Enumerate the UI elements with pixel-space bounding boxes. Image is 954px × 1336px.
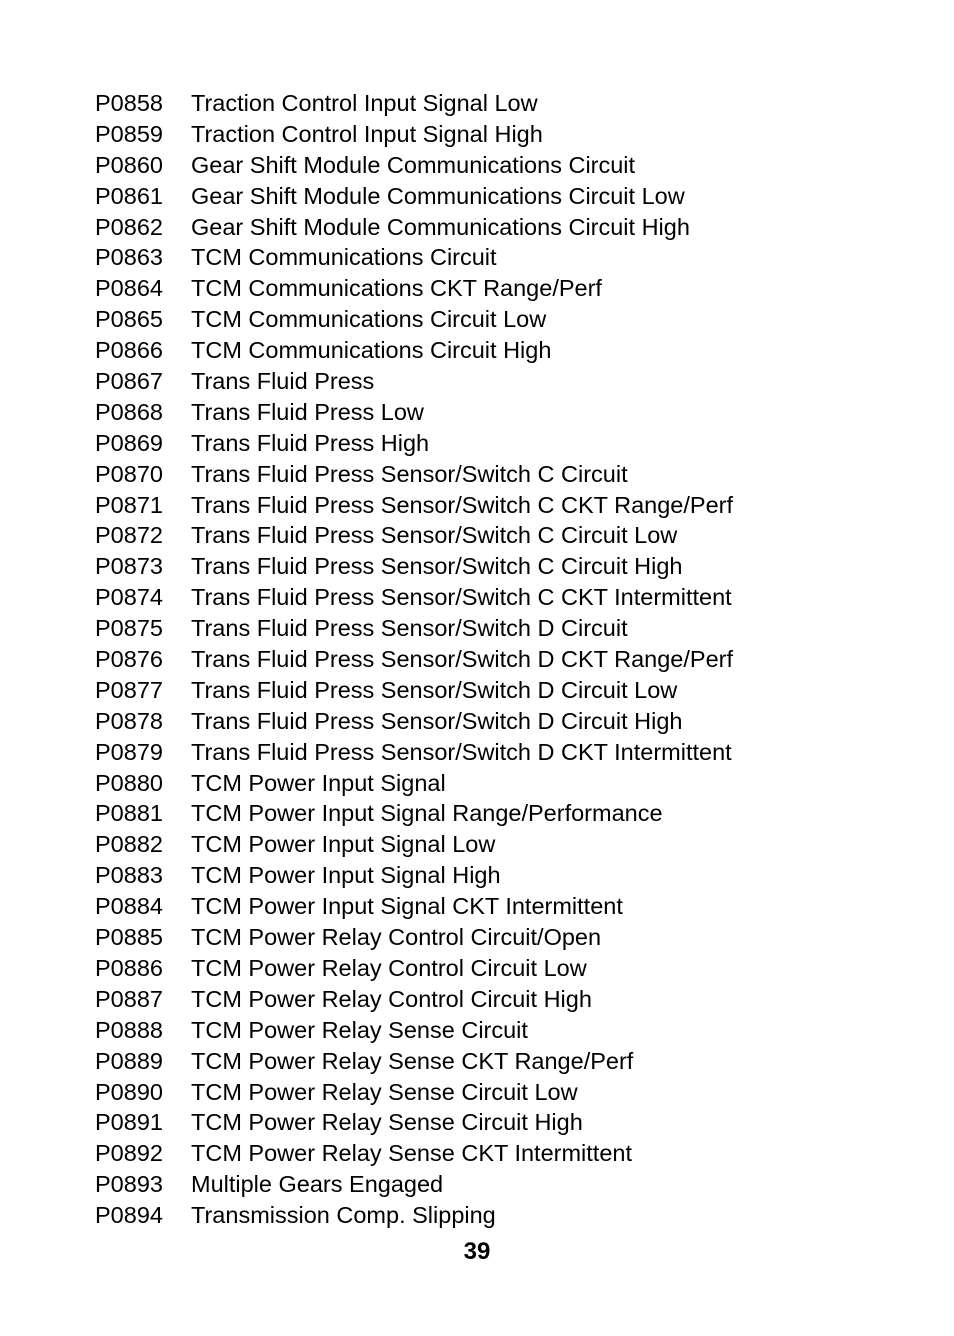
code-id: P0862	[95, 213, 163, 240]
code-row	[95, 1015, 915, 1046]
code-description: Trans Fluid Press Sensor/Switch C CKT Intermittent	[191, 584, 732, 611]
page-number: 39	[463, 1238, 491, 1265]
code-row	[95, 150, 915, 181]
code-id: P0879	[95, 738, 163, 765]
code-row	[95, 922, 915, 953]
code-description: Trans Fluid Press Low	[191, 398, 424, 425]
code-id: P0869	[95, 429, 163, 456]
code-id: P0887	[95, 985, 163, 1012]
code-id: P0874	[95, 584, 163, 611]
code-description: TCM Power Relay Sense Circuit Low	[191, 1078, 578, 1105]
code-id: P0875	[95, 615, 163, 642]
code-description: TCM Power Input Signal	[191, 769, 446, 796]
code-row	[95, 88, 915, 119]
code-row	[95, 1169, 915, 1200]
code-row	[95, 212, 915, 243]
code-id: P0866	[95, 337, 163, 364]
code-description: TCM Power Relay Control Circuit High	[191, 985, 592, 1012]
code-description: TCM Communications CKT Range/Perf	[191, 275, 602, 302]
code-row	[95, 582, 915, 613]
code-row	[95, 613, 915, 644]
code-row	[95, 1107, 915, 1138]
code-id: P0860	[95, 151, 163, 178]
code-row	[95, 335, 915, 366]
code-id: P0876	[95, 646, 163, 673]
code-row	[95, 520, 915, 551]
code-description: TCM Power Relay Control Circuit/Open	[191, 924, 602, 951]
code-row	[95, 768, 915, 799]
code-row	[95, 181, 915, 212]
code-id: P0878	[95, 707, 163, 734]
code-id: P0891	[95, 1109, 163, 1136]
code-description: TCM Power Relay Control Circuit Low	[191, 954, 587, 981]
code-id: P0865	[95, 306, 163, 333]
code-id: P0870	[95, 460, 163, 487]
code-id: P0881	[95, 800, 163, 827]
code-description: Gear Shift Module Communications Circuit	[191, 151, 636, 178]
code-row	[95, 829, 915, 860]
code-row	[95, 304, 915, 335]
code-description: Gear Shift Module Communications Circuit High	[191, 213, 690, 240]
code-description: Trans Fluid Press Sensor/Switch D Circuit Low	[191, 676, 678, 703]
code-row	[95, 119, 915, 150]
code-id: P0883	[95, 862, 163, 889]
code-id: P0893	[95, 1171, 163, 1198]
code-description: TCM Power Input Signal Range/Performance	[191, 800, 663, 827]
code-description: TCM Communications Circuit High	[191, 337, 552, 364]
code-id: P0863	[95, 244, 163, 271]
code-id: P0877	[95, 676, 163, 703]
code-row	[95, 706, 915, 737]
code-row	[95, 953, 915, 984]
code-id: P0871	[95, 491, 163, 518]
code-description: Trans Fluid Press Sensor/Switch C Circuit	[191, 460, 628, 487]
code-description: Traction Control Input Signal High	[191, 120, 543, 147]
code-row	[95, 1077, 915, 1108]
code-id: P0864	[95, 275, 163, 302]
code-description: TCM Communications Circuit	[191, 244, 497, 271]
code-description: Trans Fluid Press	[191, 368, 375, 395]
code-description: TCM Power Input Signal High	[191, 862, 501, 889]
code-row	[95, 984, 915, 1015]
code-description: Trans Fluid Press Sensor/Switch D CKT Range/Perf	[191, 646, 734, 673]
code-description: Trans Fluid Press Sensor/Switch D Circuit High	[191, 707, 683, 734]
code-row	[95, 860, 915, 891]
code-description: TCM Power Input Signal Low	[191, 831, 496, 858]
code-id: P0889	[95, 1047, 163, 1074]
code-description: TCM Power Relay Sense CKT Intermittent	[191, 1140, 632, 1167]
code-row	[95, 737, 915, 768]
code-row	[95, 490, 915, 521]
code-description: Trans Fluid Press Sensor/Switch D Circuit	[191, 615, 628, 642]
code-id: P0886	[95, 954, 163, 981]
code-description: TCM Power Relay Sense Circuit	[191, 1016, 528, 1043]
code-description: Traction Control Input Signal Low	[191, 90, 538, 116]
code-id: P0885	[95, 924, 163, 951]
code-description: TCM Power Input Signal CKT Intermittent	[191, 893, 623, 920]
code-description: Transmission Comp. Slipping	[191, 1202, 496, 1229]
code-id: P0882	[95, 831, 163, 858]
code-row	[95, 675, 915, 706]
code-row	[95, 1046, 915, 1077]
code-row	[95, 891, 915, 922]
code-id: P0868	[95, 398, 163, 425]
code-row	[95, 1138, 915, 1169]
code-description: Trans Fluid Press Sensor/Switch D CKT Intermittent	[191, 738, 732, 765]
code-row	[95, 798, 915, 829]
code-id: P0894	[95, 1202, 163, 1229]
code-id: P0859	[95, 120, 163, 147]
code-row	[95, 644, 915, 675]
code-row	[95, 1200, 915, 1231]
code-id: P0892	[95, 1140, 163, 1167]
code-description: TCM Communications Circuit Low	[191, 306, 547, 333]
code-id: P0861	[95, 182, 163, 209]
code-row	[95, 273, 915, 304]
code-id: P0890	[95, 1078, 163, 1105]
code-description: Trans Fluid Press High	[191, 429, 430, 456]
code-description: Trans Fluid Press Sensor/Switch C Circuit High	[191, 553, 683, 580]
code-description: Multiple Gears Engaged	[191, 1171, 444, 1198]
code-description: Trans Fluid Press Sensor/Switch C CKT Range/Perf	[191, 491, 734, 518]
code-row	[95, 366, 915, 397]
code-row	[95, 242, 915, 273]
code-row	[95, 551, 915, 582]
code-description: TCM Power Relay Sense CKT Range/Perf	[191, 1047, 634, 1074]
trouble-code-list	[95, 88, 915, 1231]
code-id: P0884	[95, 893, 163, 920]
code-description: TCM Power Relay Sense Circuit High	[191, 1109, 583, 1136]
code-id: P0858	[95, 90, 163, 116]
code-id: P0873	[95, 553, 163, 580]
code-row	[95, 459, 915, 490]
code-row	[95, 397, 915, 428]
code-row	[95, 428, 915, 459]
code-description: Gear Shift Module Communications Circuit Low	[191, 182, 685, 209]
code-description: Trans Fluid Press Sensor/Switch C Circuit Low	[191, 522, 678, 549]
code-id: P0888	[95, 1016, 163, 1043]
code-id: P0880	[95, 769, 163, 796]
code-id: P0872	[95, 522, 163, 549]
code-id: P0867	[95, 368, 163, 395]
